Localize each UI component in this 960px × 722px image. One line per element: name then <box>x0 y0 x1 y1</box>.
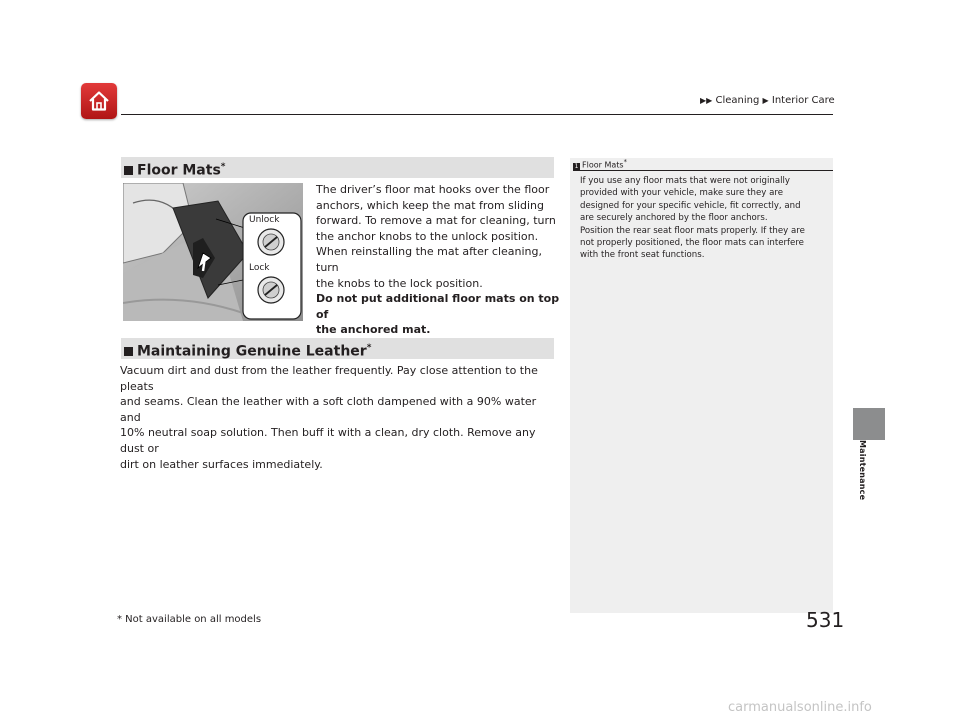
side-note-title <box>573 158 627 170</box>
text-line: The driver’s floor mat hooks over the floor <box>316 183 550 196</box>
text-line: Position the rear seat floor mats properly. If they are <box>580 225 805 236</box>
floor-mat-photo <box>123 183 303 321</box>
text-line: not properly positioned, the floor mats can interfere <box>580 238 804 249</box>
note-number-badge: 1 <box>574 162 579 170</box>
text-line: When reinstalling the mat after cleaning, turn <box>316 245 542 274</box>
breadcrumb-item-interior-care[interactable]: Interior Care <box>771 95 835 106</box>
text-line: the anchored mat. <box>316 323 431 337</box>
text-line: Vacuum dirt and dust from the leather frequently. Pay close attention to the pleats <box>120 364 538 393</box>
text-line: Do not put additional floor mats on top of <box>316 292 560 321</box>
section-title: Maintaining Genuine Leather <box>137 343 367 360</box>
text-line: forward. To remove a mat for cleaning, turn <box>316 214 556 228</box>
section-heading-floor-mats <box>121 157 554 178</box>
text-line: designed for your specific vehicle, fit correctly, and <box>580 200 801 211</box>
side-tab[interactable] <box>853 408 885 440</box>
section-title: Floor Mats <box>137 162 221 179</box>
text-line: dirt on leather surfaces immediately. <box>120 457 323 471</box>
figure-label-unlock: Unlock <box>249 215 280 225</box>
header-rule <box>121 114 833 115</box>
breadcrumb-arrow-icon: ▶▶ <box>700 96 713 105</box>
square-bullet-icon <box>124 166 133 175</box>
breadcrumb <box>700 95 835 106</box>
text-line: anchors, which keep the mat from sliding <box>316 198 544 212</box>
side-note-text <box>580 175 828 262</box>
page-number: 531 <box>806 608 845 632</box>
home-icon <box>87 89 111 113</box>
asterisk-marker: * <box>366 343 372 353</box>
watermark: carmanualsonline.info <box>728 700 872 715</box>
text-line: are securely anchored by the floor anchors. <box>580 213 768 224</box>
figure-label-lock: Lock <box>249 263 270 273</box>
section-heading-leather <box>121 338 554 359</box>
side-note-rule <box>573 170 833 171</box>
home-button[interactable] <box>81 83 117 119</box>
floor-mats-warning <box>316 291 561 338</box>
floor-mats-paragraph <box>316 182 561 291</box>
text-line: 10% neutral soap solution. Then buff it with a clean, dry cloth. Remove any dust or <box>120 426 536 455</box>
asterisk-marker: * <box>623 158 627 166</box>
text-line: and seams. Clean the leather with a soft cloth dampened with a 90% water and <box>120 395 537 424</box>
footnote: * Not available on all models <box>117 614 262 625</box>
note-title-text: Floor Mats <box>582 160 624 170</box>
text-line: provided with your vehicle, make sure they are <box>580 188 783 199</box>
text-line: If you use any floor mats that were not originally <box>580 176 790 186</box>
breadcrumb-item-cleaning[interactable]: Cleaning <box>715 95 760 106</box>
breadcrumb-arrow-icon: ▶ <box>762 96 769 105</box>
side-tab-label: Maintenance <box>858 440 867 501</box>
square-bullet-icon <box>124 347 133 356</box>
text-line: the knobs to the lock position. <box>316 276 483 290</box>
asterisk-marker: * <box>220 162 226 172</box>
leather-paragraph <box>120 363 560 472</box>
text-line: with the front seat functions. <box>580 250 705 261</box>
text-line: the anchor knobs to the unlock position. <box>316 229 539 243</box>
